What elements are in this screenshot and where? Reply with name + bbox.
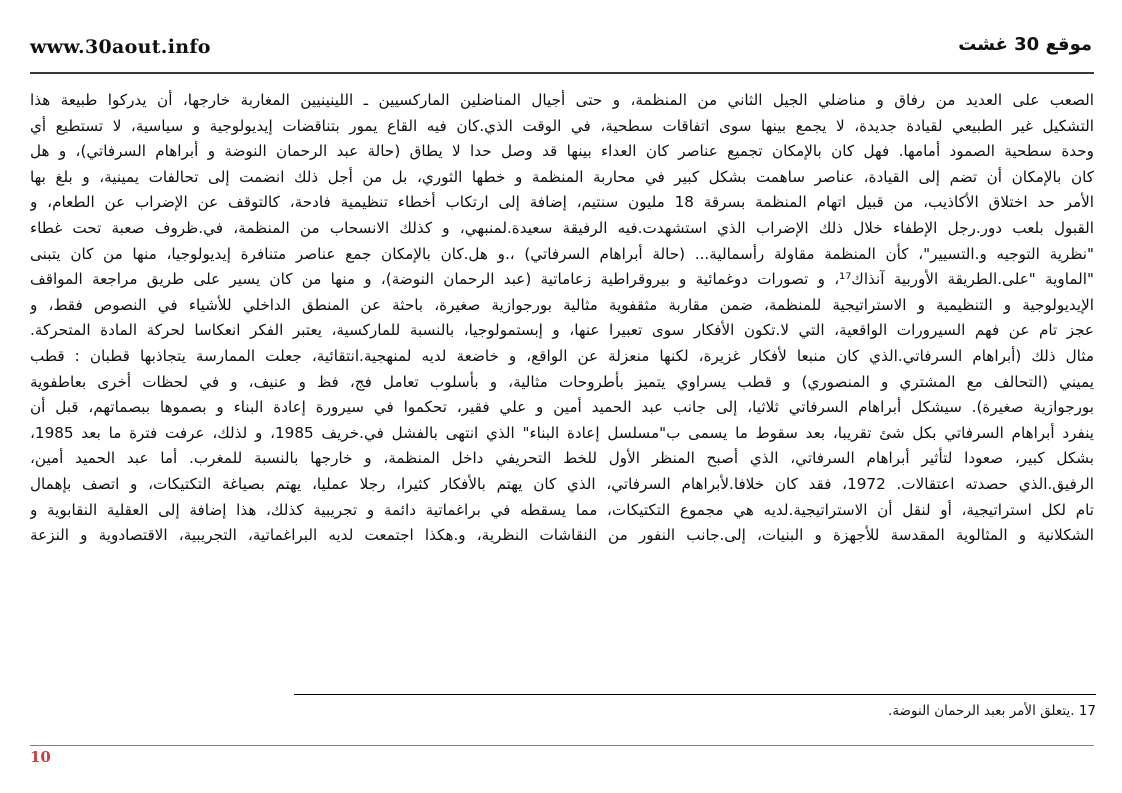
body-line: الشكلانية و المثالوية المقدسة للأجهزة و البنيات، إلى.جانب النفور من النقاشات النظرية، و.هكذا اجتمعت لديه البراغماتية، التجريبية، الاقتصادوية و النزعة [30,526,1094,545]
page-header [30,30,1092,66]
body-line: وحدة سطحية الصمود أمامها. فهل كان بالإمكان تجميع عناصر كان العداء بينها قد وصل حدا لا يطاق (حالة عبد الرحمان النوضة و أبراهام السرفاتي)، و هل [30,142,1094,161]
page-number: 10 [30,748,51,766]
body-line: عجز تام عن فهم السيرورات الواقعية، التي لا.تكون الأفكار سوى تعبيرا عنها، و إبستمولوجيا، بالنسبة للماركسية، يعتبر الفكر انعكاسا لحركة المادة المتحركة. [30,321,1094,340]
footer-divider [30,745,1094,746]
footnote-divider [294,694,1096,695]
header-divider [30,72,1094,74]
body-text [30,88,1094,549]
site-url[interactable]: www.30aout.info [30,36,211,58]
body-line: الإيديولوجية و التنظيمية و الاستراتيجية للمنظمة، ضمن مقاربة مثقفوية مثالية بورجوازية صغيرة، باحثة عن المنطق الداخلي للأشياء في النصوص فقط، و [30,295,1094,314]
body-line: بورجوازية صغيرة). سيشكل أبراهام السرفاتي ثلاثيا، إلى جانب عبد الحميد أمين و علي فقير، تحكموا في سيرورة إعادة البناء و بصموها ببصماتهم، قبل أن [30,398,1094,417]
body-line: "الماوية "على.الطريقة الأوربية آنذاك¹⁷، و تصورات دوغمائية و بيروقراطية زعاماتية (عبد الرحمان النوضة)، و منها من كان يسير على طريق مراجعة المواقف [30,270,1094,289]
body-line: ينفرد أبراهام السرفاتي بكل شئ تقريبا، بعد سقوط ما يسمى ب"مسلسل إعادة البناء" الذي انتهى بالفشل في.خريف 1985، و لذلك، عرفت فترة ما بعد 1985، [30,423,1094,442]
body-line: بشكل كبير، صعودا لتأثير أبراهام السرفاتي، الذي أصبح المنظر الأول للخط التحريفي داخل المنظمة، و خارجها بالنسبة للمغرب. أما عبد الحميد أمين، [30,449,1094,468]
footnote: 17 .يتعلق الأمر بعبد الرحمان النوضة. [888,703,1096,719]
body-line: تام لكل استراتيجية، أو لنقل أن الاستراتيجية.لديه هي مجموع التكتيكات، مما يسقطه في براغماتية دائمة و تجريبية كذلك، هذا إضافة إلى العقلية النقابوية و [30,500,1094,519]
body-line: كان بالإمكان أن تضم إلى القيادة، عناصر ساهمت بشكل كبير في محاربة المنظمة و خطها الثوري، بل من أجل ذلك انضمت إلى تحالفات يمينية، و بلغ بها [30,167,1094,186]
body-line: "نظرية التوجيه و.التسيير"، كأن المنظمة مقاولة رأسمالية... (حالة أبراهام السرفاتي) ،.و هل.كان بالإمكان جمع عناصر متنافرة إيديولوجيا، منها من كان يتبنى [30,244,1094,263]
body-line: يميني (التحالف مع المشتري و المنصوري) و قطب يسراوي يتميز بأطروحات مثالية، و بأسلوب تعامل فج، فظ و عنيف، و في لحظات أخرى بعاطفوية [30,372,1094,391]
body-line: الصعب على العديد من رفاق و مناضلي الجيل الثاني من المنظمة، و حتى أجيال المناضلين الماركسيين ـ اللينينيين المغاربة خارجها، أن يدركوا طبيعة هذا [30,91,1094,109]
body-line: التشكيل غير الطبيعي لقيادة جديدة، لا يجمع بينها سوى اتفاقات سطحية، في الوقت الذي.كان فيه القاع يمور بتناقضات إيديولوجية و سياسية، لا تستطيع أي [30,116,1094,135]
body-line: الرفيق.الذي حصدته اعتقالات. 1972، فقد كان خلافا.لأبراهام السرفاتي، الذي كان يهتم بالأفكار كثيرا، رجلا عمليا، يهتم بصياغة التكتيكات، و اتصف بإهمال [30,474,1094,493]
site-name: موقع 30 غشت [958,34,1092,55]
body-line: القبول بلعب دور.رجل الإطفاء خلال ذلك الإضراب الذي استشهدت.فيه الرفيقة سعيدة.لمنبهي، و كذلك الانسحاب من المنظمة، في.ظروف صعبة تحت غطاء [30,218,1094,237]
body-line: الأمر حد اختلاق الأكاذيب، من قبيل اتهام المنظمة بسرقة 18 مليون سنتيم، إضافة إلى ارتكاب أخطاء تنظيمية فادحة، كالتوقف عن الإضراب عن الطعام، و [30,193,1094,212]
body-line: مثال ذلك (أبراهام السرفاتي.الذي كان منبعا لأفكار غزيرة، لكنها منعزلة عن الواقع، و خاضعة لديه لمنهجية.انتقائية، جعلت الممارسة يتجاذبها قطبان : قطب [30,346,1094,365]
